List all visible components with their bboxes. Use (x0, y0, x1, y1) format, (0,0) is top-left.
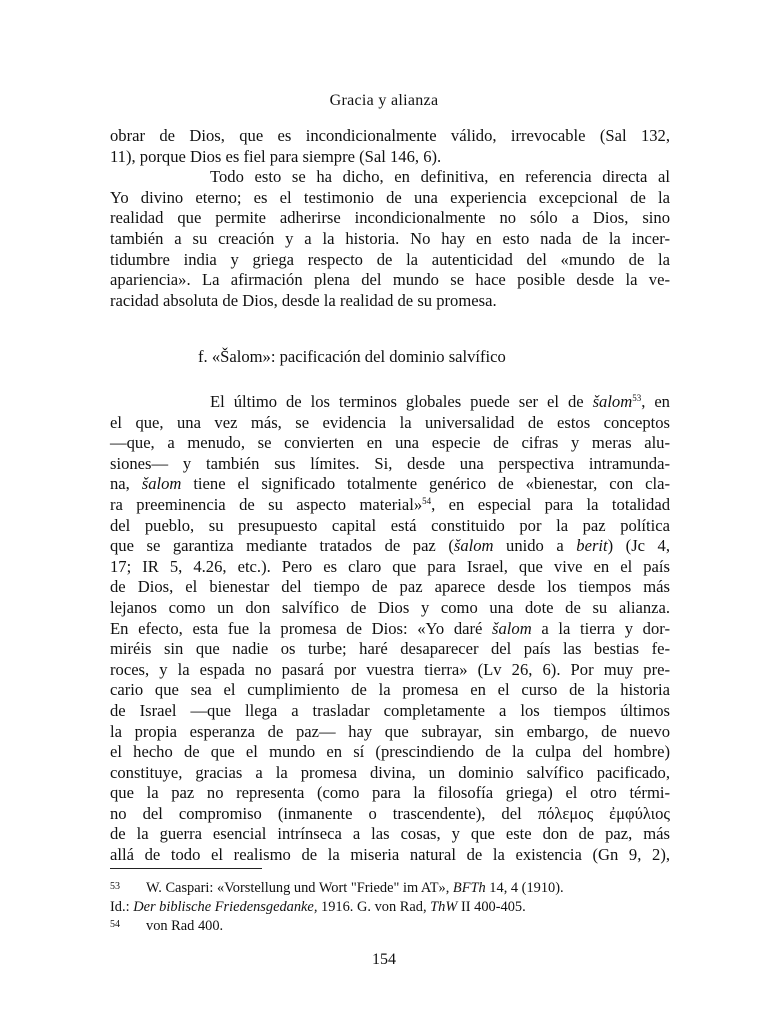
running-head: Gracia y alianza (329, 92, 439, 109)
text-line: la propia esperanza de paz— hay que subrayar, sin embargo, de nuevo (110, 721, 670, 741)
section-heading: f. «Šalom»: pacificación del dominio salvífico (198, 347, 506, 366)
text-line: miréis sin que nadie os turbe; haré desaparecer del país las bestias fe- (110, 639, 670, 659)
text-line: lejanos como un don salvífico de Dios y como una dote de su alianza. (110, 597, 670, 617)
page-number: 154 (372, 951, 396, 968)
text-line: no del compromiso (inmanente o trascendente), del πόλεμος ἐμφύλιος (110, 803, 670, 823)
text-line: obrar de Dios, que es incondicionalmente válido, irrevocable (Sal 132, (110, 126, 670, 145)
text-line: allá de todo el realismo de la miseria natural de la existencia (Gn 9, 2), (110, 845, 670, 865)
text-line: del pueblo, su presupuesto capital está constituido por la paz política (110, 515, 670, 535)
footnote-53-continued: Id.: Der biblische Friedensgedanke, 1916. G. von Rad, ThW II 400-405. (110, 898, 526, 915)
text-line: de la guerra esencial intrínseca a las cosas, y que este don de paz, más (110, 824, 670, 844)
text-line: tidumbre india y griega respecto de la autenticidad del «mundo de la (110, 249, 670, 269)
text-line: racidad absoluta de Dios, desde la realidad de su promesa. (110, 290, 497, 310)
text-line: siones— y también sus límites. Si, desde una perspectiva intramunda- (110, 453, 670, 473)
text-line: El último de los terminos globales puede ser el de šalom$^{53}$, en (210, 392, 670, 411)
footnote-54: 54 von Rad 400. (110, 918, 224, 934)
text-line: cario que sea el cumplimiento de la promesa en el curso de la historia (110, 680, 670, 700)
text-line: Todo esto se ha dicho, en definitiva, en referencia directa al (210, 167, 670, 187)
footnote-mark: 54 (110, 919, 120, 930)
text-line: también a su creación y a la historia. No hay en esto nada de la incer- (110, 228, 670, 248)
text-line: —que, a menudo, se convierten en una especie de cifras y meras alu- (110, 433, 670, 453)
footnote-divider (110, 868, 262, 869)
text-line: Yo divino eterno; es el testimonio de una experiencia excepcional de la (110, 187, 670, 207)
text-line: que se garantiza mediante tratados de paz (šalom unido a berit) (Jc 4, (110, 536, 671, 556)
text-line: 17; IR 5, 4.26, etc.). Pero es claro que para Israel, que vive en el país (110, 556, 670, 576)
text-line: constituye, gracias a la promesa divina, un dominio salvífico pacificado, (110, 762, 670, 782)
text-line: apariencia». La afirmación plena del mundo se hace posible desde la ve- (110, 270, 670, 290)
text-line: de Israel —que llega a trasladar completamente a los tiempos últimos (110, 700, 670, 720)
text-line: realidad que permite adherirse incondicionalmente no sólo a Dios, sino (110, 208, 670, 228)
footnotes (110, 878, 670, 936)
text-line: roces, y la espada no pasará por vuestra tierra» (Lv 26, 6). Por muy pre- (110, 659, 670, 679)
text-line: ra preeminencia de su aspecto material»$^{54}$, en especial para la totalidad (110, 494, 670, 514)
text-line: el hecho de que el mundo en sí (prescindiendo de la culpa del hombre) (110, 742, 670, 762)
body-text-top (110, 126, 670, 311)
footnote-ref: 53 (632, 393, 642, 403)
footnote-ref: 54 (422, 495, 432, 506)
text-line: 11), porque Dios es fiel para siempre (Sal 146, 6). (110, 146, 442, 166)
text-line: que la paz no representa (como para la filosofía griega) el otro térmi- (110, 783, 670, 803)
footnote-53: 53 W. Caspari: «Vorstellung und Wort "Friede" im AT», BFTh 14, 4 (1910). (110, 880, 564, 896)
text-line: el que, una vez más, se evidencia la universalidad de estos conceptos (110, 412, 670, 432)
text-line: na, šalom tiene el significado totalmente genérico de «bienestar, con cla- (110, 474, 670, 494)
body-text-main (110, 392, 670, 866)
footnote-mark: 53 (110, 881, 120, 892)
text-line: En efecto, esta fue la promesa de Dios: «Yo daré šalom a la tierra y dor- (110, 618, 670, 638)
text-line: de Dios, el bienestar del tiempo de paz aparece desde los tiempos más (110, 577, 670, 597)
